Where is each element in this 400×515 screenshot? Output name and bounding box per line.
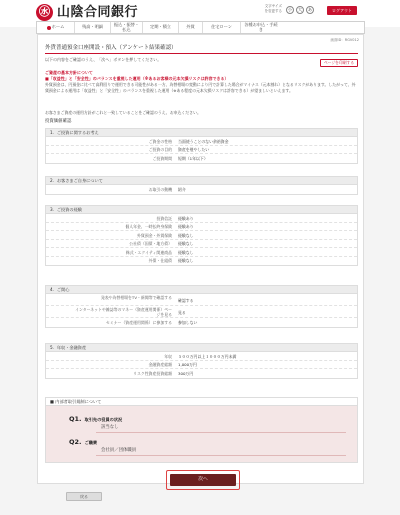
row-value: 見る (178, 309, 186, 315)
table-row (46, 352, 357, 361)
question-2-number: Q2. (69, 438, 82, 446)
section-head: 4．ご関心 (46, 286, 357, 294)
instruction-text: 以下の内容をご確認のうえ、「次へ」ボタンを押してください。 (45, 57, 162, 62)
row-value: 経験なし (178, 232, 194, 238)
insider-box (45, 405, 358, 463)
title-divider (45, 53, 358, 54)
row-value: 経験なし (178, 249, 194, 255)
table-row (46, 248, 357, 257)
table-row (46, 294, 357, 306)
font-size-large-button[interactable]: 大 (298, 7, 302, 13)
row-label: ご投資の目的 (148, 147, 172, 152)
nav-balance[interactable]: 残高・明細 (75, 22, 111, 33)
section-head: 1．ご投資に関するお考え (46, 129, 357, 137)
section-head: 5．年収・金融資産 (46, 344, 357, 352)
nav-housing-loan[interactable]: 住宅ローン (203, 22, 241, 33)
nav-applications[interactable]: 各種お申込・手続き (244, 21, 278, 32)
row-value: 経験なし (178, 241, 194, 246)
logout-button[interactable]: ログアウト (327, 6, 357, 15)
section-interests (45, 285, 358, 328)
home-icon (47, 26, 51, 30)
table-row (46, 223, 357, 232)
table-row (46, 369, 357, 378)
table-row (46, 146, 357, 155)
table-row (46, 318, 357, 327)
row-value: 確認する (178, 297, 194, 303)
notice-heading: ご資産の基本方針について (45, 70, 93, 75)
row-value: 短期（1年以下） (178, 155, 208, 161)
row-value: 経験あり (178, 224, 194, 229)
print-page-button[interactable]: ページを印刷する (320, 59, 358, 67)
global-nav (36, 21, 365, 34)
row-label: インターネットや雑誌等のマネー（資産運用関係）ページを見る (75, 307, 172, 318)
answer-2-line (96, 455, 346, 456)
nav-home-label: ホーム (51, 24, 65, 30)
table-row (46, 361, 357, 370)
question-2-text: ご職業 (84, 440, 98, 445)
next-button[interactable]: 次へ (170, 474, 236, 486)
row-label: 年収 (164, 353, 172, 359)
notice-body: 外貨預金は、円預金に比べて高利回りで運用できる可能性がある一方、為替相場の変動により円で計算した場合がマイナス（元本割れ）となるリスクがあります。したがって、外貨預金による運用は「収益性」と「安全性」のバランスを重視した運用（※ある程度の元本欠損リスクは許容できる）が望ましいといえます。 (45, 82, 356, 93)
section-investment-experience (45, 205, 358, 266)
section-investment-views (45, 128, 358, 164)
notice-footer: お客さまご資産の運用方針がこれと一致していることをご確認のうえ、お申込ください。 (45, 110, 201, 115)
row-value: 当面使うことのない余裕資金 (178, 138, 229, 144)
table-row (46, 214, 357, 223)
row-value: 資産を殖やしたい (178, 147, 210, 152)
nav-deposit[interactable]: 定期・積立 (143, 22, 179, 33)
row-value: 1,000万円 (178, 362, 197, 367)
font-size-label: 文字サイズを変更する (264, 4, 282, 13)
row-label: ご資金の性格 (148, 138, 172, 144)
table-row (46, 231, 357, 240)
question-1-text: 取引先の役員の状況 (84, 417, 123, 422)
answer-2: 会社員／団体職員 (101, 448, 137, 453)
row-label: セミナー（資産運用関係）に参加する (105, 319, 172, 325)
section-head: 3．ご投資の経験 (46, 206, 357, 214)
row-label: 投資信託 (156, 215, 172, 221)
row-label: ご投資期間 (152, 155, 172, 161)
section-head: 2．お客さまご自身について (46, 177, 357, 185)
row-value: ５００万円以上１０００万円未満 (178, 353, 237, 359)
row-label: リスク性資産投資総額 (133, 370, 172, 376)
row-label: 公社債（国債・地方債） (129, 241, 172, 246)
answer-1-line (96, 432, 346, 433)
bank-logo-mark-icon: ㊌ (36, 4, 53, 21)
row-label: 株式・エクイティ関連商品 (125, 249, 172, 255)
back-button[interactable]: 戻る (66, 492, 102, 501)
bank-logo[interactable] (36, 4, 138, 22)
row-label: 個人年金、一時払終身保険 (125, 224, 172, 229)
section-title: 投資価値確認 (45, 119, 72, 124)
question-1 (69, 415, 122, 424)
question-1-number: Q1. (69, 415, 82, 423)
main-panel (37, 34, 364, 484)
row-label: 金融資産総額 (148, 362, 172, 367)
screen-id: 画面ID：RGV012 (330, 38, 359, 42)
row-label: お取引の動機 (148, 186, 172, 192)
table-row (46, 240, 357, 249)
row-label: 外貨預金・外貨保険 (136, 232, 172, 238)
nav-home[interactable] (37, 22, 75, 33)
table-row (46, 154, 357, 163)
font-size-default-button[interactable]: あ (308, 7, 312, 13)
row-value: 300万円 (178, 370, 194, 376)
table-row (46, 257, 357, 266)
section-about-you (45, 176, 358, 195)
row-label: 外債・仕組債 (148, 258, 172, 263)
insider-section-head: ■ 内部者取引規制について (45, 397, 358, 405)
table-row (46, 137, 357, 146)
row-value: 紹介 (178, 186, 186, 192)
row-value: 経験あり (178, 215, 194, 221)
bank-name: 山陰合同銀行 (57, 5, 139, 20)
row-value: 参加しない (178, 319, 198, 325)
font-size-small-button[interactable]: 小 (288, 7, 292, 13)
page-title: 外貨普通預金口座開設・預入（アンケート結果確認） (45, 45, 177, 51)
notice-policy: ■「収益性」と「安全性」のバランスを重視した運用（※あるお客様の元本欠損リスクは許容できる） (45, 76, 229, 81)
row-value: 経験なし (178, 258, 194, 263)
nav-foreign-currency[interactable]: 外貨 (179, 22, 203, 33)
section-income-assets (45, 343, 358, 379)
table-row (46, 306, 357, 318)
table-row (46, 185, 357, 194)
nav-transfer[interactable]: 振込・振替・払込 (111, 22, 143, 33)
row-label: 発表や為替相場をTV・新聞等で確認する (100, 295, 172, 300)
next-button-focus-ring (166, 470, 240, 490)
question-2 (69, 438, 97, 447)
answer-1: 該当なし (101, 425, 119, 430)
